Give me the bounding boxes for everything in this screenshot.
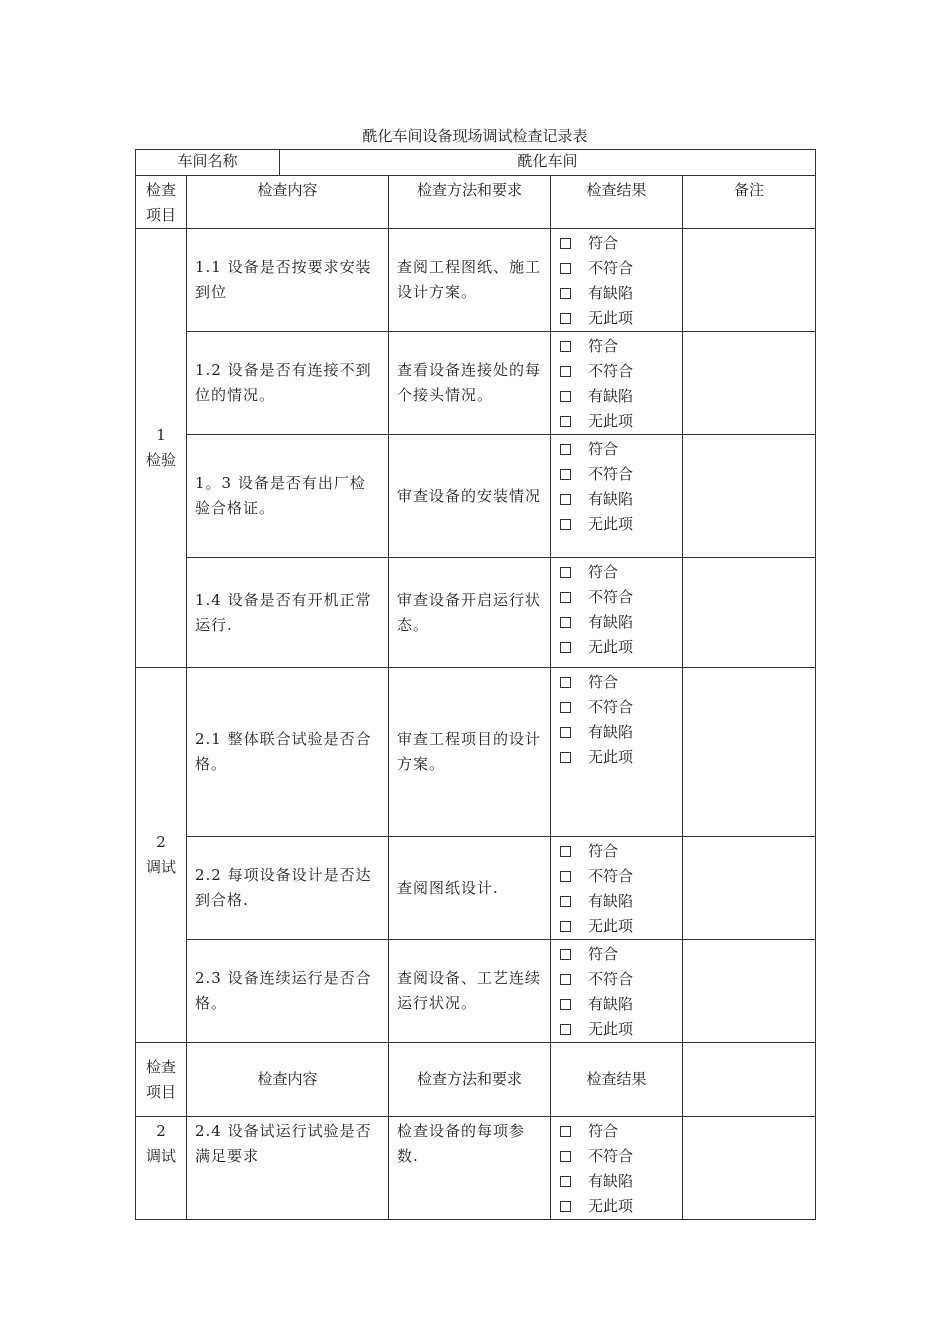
group-2-name: 调试	[145, 858, 176, 876]
option-nonconform[interactable]: 不符合	[560, 695, 682, 720]
group-1-name: 检验	[145, 451, 176, 469]
result-options	[551, 940, 683, 1043]
column-header-row	[136, 176, 816, 229]
option-conform[interactable]: 符合	[560, 670, 682, 695]
workshop-value: 酰化车间	[280, 150, 816, 176]
result-options	[551, 1117, 683, 1220]
table-row	[136, 229, 816, 332]
row-method: 查阅设备、工艺连续运行状况。	[389, 940, 551, 1043]
option-na[interactable]: 无此项	[560, 635, 682, 660]
table-row	[136, 435, 816, 558]
row-content: 2.4 设备试运行试验是否满足要求	[187, 1117, 389, 1220]
col-method-header: 检查方法和要求	[389, 1043, 551, 1117]
table-row	[136, 332, 816, 435]
group-1-id: 1	[156, 426, 166, 444]
group-2-id: 2	[156, 1122, 166, 1140]
option-defect[interactable]: 有缺陷	[560, 720, 682, 745]
row-method: 审查设备的安装情况	[389, 435, 551, 558]
checkbox-icon[interactable]	[560, 921, 571, 932]
result-options	[551, 837, 683, 940]
group-2-id: 2	[156, 833, 166, 851]
checkbox-icon[interactable]	[560, 366, 571, 377]
row-content: 1。3 设备是否有出厂检验合格证。	[187, 435, 389, 558]
checkbox-icon[interactable]	[560, 1176, 571, 1187]
checkbox-icon[interactable]	[560, 567, 571, 578]
group-2-repeat-cell	[136, 1117, 187, 1220]
checkbox-icon[interactable]	[560, 949, 571, 960]
result-options	[551, 229, 683, 332]
option-defect[interactable]: 有缺陷	[560, 610, 682, 635]
group-2-cell	[136, 668, 187, 1043]
option-nonconform[interactable]: 不符合	[560, 462, 682, 487]
option-na[interactable]: 无此项	[560, 914, 682, 939]
option-defect[interactable]: 有缺陷	[560, 889, 682, 914]
row-method: 检查设备的每项参数.	[389, 1117, 551, 1220]
checkbox-icon[interactable]	[560, 391, 571, 402]
row-remark[interactable]	[683, 435, 816, 558]
checkbox-icon[interactable]	[560, 617, 571, 628]
option-defect[interactable]: 有缺陷	[560, 992, 682, 1017]
group-2-name: 调试	[145, 1147, 176, 1165]
option-nonconform[interactable]: 不符合	[560, 1144, 682, 1169]
workshop-row	[136, 150, 816, 176]
row-remark[interactable]	[683, 229, 816, 332]
option-na[interactable]: 无此项	[560, 1017, 682, 1042]
option-nonconform[interactable]: 不符合	[560, 256, 682, 281]
option-conform[interactable]: 符合	[560, 437, 682, 462]
table-row	[136, 940, 816, 1043]
col-result-header: 检查结果	[551, 176, 683, 229]
table-row	[136, 1117, 816, 1220]
row-content: 1.2 设备是否有连接不到位的情况。	[187, 332, 389, 435]
checkbox-icon[interactable]	[560, 592, 571, 603]
checkbox-icon[interactable]	[560, 642, 571, 653]
row-method: 查阅工程图纸、施工设计方案。	[389, 229, 551, 332]
checkbox-icon[interactable]	[560, 999, 571, 1010]
checkbox-icon[interactable]	[560, 469, 571, 480]
option-conform[interactable]: 符合	[560, 334, 682, 359]
checkbox-icon[interactable]	[560, 752, 571, 763]
col-content-header: 检查内容	[187, 176, 389, 229]
option-defect[interactable]: 有缺陷	[560, 1169, 682, 1194]
option-conform[interactable]: 符合	[560, 839, 682, 864]
workshop-label: 车间名称	[136, 150, 280, 176]
row-remark[interactable]	[683, 1117, 816, 1220]
row-content: 2.1 整体联合试验是否合格。	[187, 668, 389, 837]
col-remark-header: 备注	[683, 176, 816, 229]
option-nonconform[interactable]: 不符合	[560, 864, 682, 889]
result-options	[551, 558, 683, 668]
option-nonconform[interactable]: 不符合	[560, 359, 682, 384]
checkbox-icon[interactable]	[560, 494, 571, 505]
option-nonconform[interactable]: 不符合	[560, 585, 682, 610]
checkbox-icon[interactable]	[560, 313, 571, 324]
checkbox-icon[interactable]	[560, 1201, 571, 1212]
row-remark[interactable]	[683, 558, 816, 668]
option-nonconform[interactable]: 不符合	[560, 967, 682, 992]
col-item-header: 检查项目	[136, 176, 187, 229]
checkbox-icon[interactable]	[560, 846, 571, 857]
option-conform[interactable]: 符合	[560, 1119, 682, 1144]
checkbox-icon[interactable]	[560, 444, 571, 455]
checkbox-icon[interactable]	[560, 1151, 571, 1162]
checkbox-icon[interactable]	[560, 677, 571, 688]
row-method: 审查工程项目的设计方案。	[389, 668, 551, 837]
result-options	[551, 435, 683, 558]
checkbox-icon[interactable]	[560, 288, 571, 299]
result-options	[551, 668, 683, 837]
group-1-cell	[136, 229, 187, 668]
col-remark-header-empty	[683, 1043, 816, 1117]
checkbox-icon[interactable]	[560, 1126, 571, 1137]
row-remark[interactable]	[683, 668, 816, 837]
col-method-header: 检查方法和要求	[389, 176, 551, 229]
checkbox-icon[interactable]	[560, 341, 571, 352]
checkbox-icon[interactable]	[560, 519, 571, 530]
row-remark[interactable]	[683, 332, 816, 435]
option-defect[interactable]: 有缺陷	[560, 487, 682, 512]
document-title: 酰化车间设备现场调试检查记录表	[362, 127, 588, 145]
checkbox-icon[interactable]	[560, 416, 571, 427]
row-method: 查阅图纸设计.	[389, 837, 551, 940]
option-na[interactable]: 无此项	[560, 512, 682, 537]
option-conform[interactable]: 符合	[560, 942, 682, 967]
checkbox-icon[interactable]	[560, 1024, 571, 1035]
row-content: 2.2 每项设备设计是否达到合格.	[187, 837, 389, 940]
row-method: 审查设备开启运行状态。	[389, 558, 551, 668]
row-remark[interactable]	[683, 837, 816, 940]
option-na[interactable]: 无此项	[560, 409, 682, 434]
col-content-header: 检查内容	[187, 1043, 389, 1117]
row-content: 1.4 设备是否有开机正常运行.	[187, 558, 389, 668]
option-conform[interactable]: 符合	[560, 560, 682, 585]
col-item-header: 检查项目	[136, 1043, 187, 1117]
table-row	[136, 837, 816, 940]
option-na[interactable]: 无此项	[560, 745, 682, 770]
checkbox-icon[interactable]	[560, 238, 571, 249]
table-row	[136, 558, 816, 668]
checkbox-icon[interactable]	[560, 263, 571, 274]
result-options	[551, 332, 683, 435]
checkbox-icon[interactable]	[560, 702, 571, 713]
checkbox-icon[interactable]	[560, 896, 571, 907]
col-result-header: 检查结果	[551, 1043, 683, 1117]
checkbox-icon[interactable]	[560, 727, 571, 738]
row-method: 查看设备连接处的每个接头情况。	[389, 332, 551, 435]
option-conform[interactable]: 符合	[560, 231, 682, 256]
repeated-header-row	[136, 1043, 816, 1117]
row-content: 1.1 设备是否按要求安装到位	[187, 229, 389, 332]
checkbox-icon[interactable]	[560, 974, 571, 985]
option-defect[interactable]: 有缺陷	[560, 281, 682, 306]
table-row	[136, 668, 816, 837]
checkbox-icon[interactable]	[560, 871, 571, 882]
option-na[interactable]: 无此项	[560, 306, 682, 331]
row-remark[interactable]	[683, 940, 816, 1043]
option-na[interactable]: 无此项	[560, 1194, 682, 1219]
inspection-table	[135, 149, 816, 1220]
row-content: 2.3 设备连续运行是否合格。	[187, 940, 389, 1043]
option-defect[interactable]: 有缺陷	[560, 384, 682, 409]
